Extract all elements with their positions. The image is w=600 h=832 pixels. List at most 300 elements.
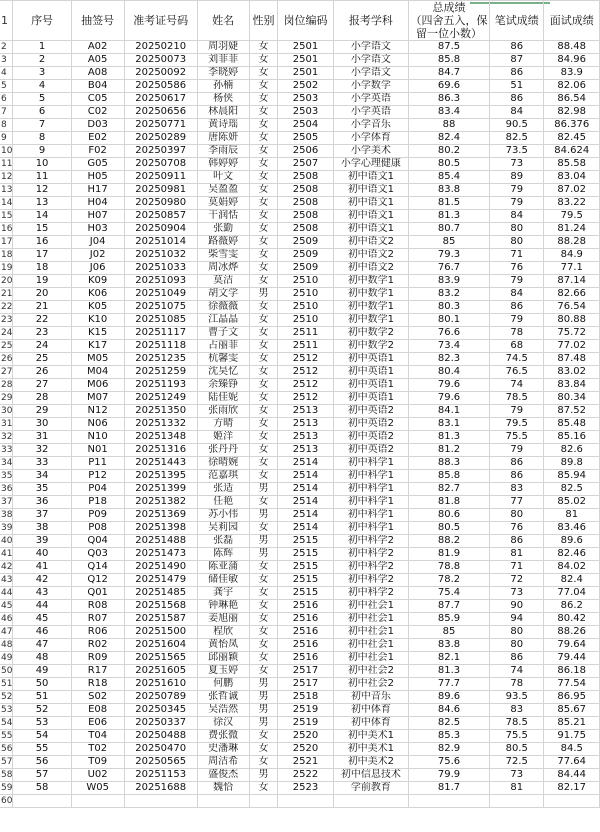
name-cell[interactable]: 储佳敏 [197,574,249,587]
written-score-cell[interactable]: 80 [489,626,544,639]
subject-cell[interactable]: 小学语文 [333,67,408,80]
lot-cell[interactable]: J02 [71,249,124,262]
name-cell[interactable]: 路薇婷 [197,236,249,249]
post-code-cell[interactable]: 2512 [278,392,333,405]
written-score-cell[interactable]: 78 [489,678,544,691]
post-code-cell[interactable]: 2514 [278,509,333,522]
gender-cell[interactable]: 女 [249,41,278,54]
row-number[interactable]: 31 [1,419,13,429]
subject-cell[interactable]: 初中英语1 [333,379,408,392]
seq-cell[interactable]: 7 [13,119,71,132]
ticket-cell[interactable]: 20250656 [124,106,197,119]
subject-cell[interactable]: 初中体育 [333,704,408,717]
seq-cell[interactable]: 56 [13,756,71,769]
interview-score-cell[interactable]: 82.06 [544,80,600,93]
gender-cell[interactable]: 男 [249,678,278,691]
subject-cell[interactable]: 初中美术1 [333,743,408,756]
interview-score-cell[interactable]: 82.66 [544,288,600,301]
post-code-cell[interactable]: 2512 [278,366,333,379]
interview-score-cell[interactable]: 82.6 [544,444,600,457]
total-score-cell[interactable]: 85.8 [409,470,490,483]
interview-score-cell[interactable]: 85.58 [544,158,600,171]
row-number[interactable]: 5 [0,80,13,93]
post-code-cell[interactable]: 2517 [278,678,333,691]
total-score-cell[interactable]: 85 [409,626,490,639]
row-number[interactable]: 55 [1,731,13,741]
post-code-cell[interactable]: 2512 [278,379,333,392]
lot-cell[interactable]: M05 [71,353,124,366]
total-score-cell[interactable]: 86.3 [409,93,490,106]
row-number[interactable]: 51 [1,679,13,689]
ticket-cell[interactable]: 20251235 [124,353,197,366]
post-code-cell[interactable]: 2515 [278,561,333,574]
written-score-cell[interactable]: 82.5 [489,132,544,145]
written-score-cell[interactable]: 73 [489,769,544,782]
lot-cell[interactable]: K09 [71,275,124,288]
row-number[interactable]: 54 [1,718,13,728]
total-score-cell[interactable]: 82.5 [409,717,490,730]
gender-cell[interactable]: 女 [249,496,278,509]
interview-score-cell[interactable]: 86.18 [544,665,600,678]
seq-cell[interactable]: 9 [13,145,71,158]
subject-cell[interactable]: 初中科学1 [333,496,408,509]
interview-score-cell[interactable]: 77.04 [544,587,600,600]
interview-score-cell[interactable]: 77.1 [544,262,600,275]
total-score-cell[interactable]: 82.4 [409,132,490,145]
interview-score-cell[interactable]: 83.46 [544,522,600,535]
row-number[interactable]: 9 [0,132,13,145]
gender-cell[interactable]: 男 [249,769,278,782]
lot-cell[interactable]: H03 [71,223,124,236]
row-number[interactable]: 53 [1,705,13,715]
ticket-cell[interactable]: 20251259 [124,366,197,379]
interview-score-cell[interactable]: 84.9 [544,249,600,262]
written-score-cell[interactable]: 78.5 [489,717,544,730]
ticket-cell[interactable]: 20251485 [124,587,197,600]
interview-score-cell[interactable]: 88.26 [544,626,600,639]
total-score-cell[interactable]: 81.3 [409,665,490,678]
gender-cell[interactable]: 女 [249,587,278,600]
ticket-cell[interactable]: 20250789 [124,691,197,704]
subject-cell[interactable]: 初中科学2 [333,561,408,574]
name-cell[interactable]: 姜旭丽 [197,613,249,626]
interview-score-cell[interactable]: 79.44 [544,652,600,665]
gender-cell[interactable]: 女 [249,392,278,405]
subject-cell[interactable]: 小学美术 [333,145,408,158]
ticket-cell[interactable]: 20250397 [124,145,197,158]
ticket-cell[interactable]: 20251085 [124,314,197,327]
seq-cell[interactable]: 47 [13,639,71,652]
gender-cell[interactable]: 女 [249,132,278,145]
name-cell[interactable]: 孙楠 [197,80,249,93]
total-score-cell[interactable]: 80.1 [409,314,490,327]
post-code-cell[interactable]: 2508 [278,171,333,184]
lot-cell[interactable]: P11 [71,457,124,470]
ticket-cell[interactable]: 20251332 [124,418,197,431]
name-cell[interactable]: 苏小伟 [197,509,249,522]
row-number[interactable]: 38 [1,510,13,520]
row-number[interactable]: 22 [1,302,13,312]
subject-cell[interactable]: 初中语文1 [333,197,408,210]
written-score-cell[interactable]: 73.5 [489,145,544,158]
post-code-cell[interactable]: 2515 [278,574,333,587]
ticket-cell[interactable]: 20251350 [124,405,197,418]
total-score-cell[interactable]: 80.6 [409,509,490,522]
interview-score-cell[interactable]: 77.02 [544,340,600,353]
subject-cell[interactable]: 初中语文2 [333,262,408,275]
row-number[interactable]: 20 [1,276,13,286]
gender-cell[interactable]: 女 [249,652,278,665]
interview-score-cell[interactable]: 84.02 [544,561,600,574]
total-score-cell[interactable]: 88.3 [409,457,490,470]
post-code-cell[interactable]: 2510 [278,275,333,288]
gender-cell[interactable]: 女 [249,80,278,93]
total-score-cell[interactable]: 79.3 [409,249,490,262]
total-score-cell[interactable]: 80.7 [409,223,490,236]
header-cell[interactable]: 抽签号 [71,1,124,41]
subject-cell[interactable]: 初中语文2 [333,236,408,249]
gender-cell[interactable]: 女 [249,366,278,379]
total-score-cell[interactable]: 84.7 [409,67,490,80]
total-score-cell[interactable]: 80.5 [409,522,490,535]
ticket-cell[interactable]: 20251399 [124,483,197,496]
name-cell[interactable]: 陈亚蒲 [197,561,249,574]
post-code-cell[interactable]: 2505 [278,132,333,145]
gender-cell[interactable]: 女 [249,171,278,184]
name-cell[interactable]: 周洁希 [197,756,249,769]
written-score-cell[interactable]: 72 [489,574,544,587]
written-score-cell[interactable]: 84 [489,106,544,119]
subject-cell[interactable]: 初中语文1 [333,223,408,236]
interview-score-cell[interactable]: 84.44 [544,769,600,782]
total-score-cell[interactable]: 82.1 [409,652,490,665]
written-score-cell[interactable]: 83 [489,704,544,717]
written-score-cell[interactable]: 79 [489,184,544,197]
subject-cell[interactable]: 初中科学1 [333,470,408,483]
written-score-cell[interactable]: 84 [489,288,544,301]
seq-cell[interactable]: 26 [13,366,71,379]
gender-cell[interactable]: 女 [249,197,278,210]
seq-cell[interactable]: 45 [13,613,71,626]
lot-cell[interactable]: A05 [71,54,124,67]
subject-cell[interactable]: 初中科学1 [333,483,408,496]
seq-cell[interactable]: 38 [13,522,71,535]
name-cell[interactable]: 吴莉园 [197,522,249,535]
row-number[interactable]: 34 [1,458,13,468]
subject-cell[interactable]: 初中数学1 [333,314,408,327]
ticket-cell[interactable]: 20250981 [124,184,197,197]
lot-cell[interactable]: N01 [71,444,124,457]
ticket-cell[interactable]: 20251587 [124,613,197,626]
row-number[interactable]: 43 [1,575,13,585]
lot-cell[interactable]: Q14 [71,561,124,574]
row-number[interactable]: 44 [1,588,13,598]
subject-cell[interactable]: 初中体育 [333,717,408,730]
row-number[interactable]: 29 [1,393,13,403]
lot-cell[interactable]: R08 [71,600,124,613]
written-score-cell[interactable]: 73 [489,587,544,600]
subject-cell[interactable]: 初中英语2 [333,418,408,431]
ticket-cell[interactable]: 20250771 [124,119,197,132]
name-cell[interactable]: 杭馨雯 [197,353,249,366]
post-code-cell[interactable]: 2513 [278,405,333,418]
ticket-cell[interactable]: 20251565 [124,652,197,665]
subject-cell[interactable]: 初中数学2 [333,340,408,353]
lot-cell[interactable]: N12 [71,405,124,418]
ticket-cell[interactable]: 20250092 [124,67,197,80]
lot-cell[interactable]: Q03 [71,548,124,561]
total-score-cell[interactable]: 75.6 [409,756,490,769]
post-code-cell[interactable]: 2519 [278,717,333,730]
empty-cell[interactable] [489,795,544,808]
gender-cell[interactable]: 男 [249,691,278,704]
total-score-cell[interactable]: 76.7 [409,262,490,275]
post-code-cell[interactable]: 2514 [278,470,333,483]
interview-score-cell[interactable]: 81.24 [544,223,600,236]
written-score-cell[interactable]: 73 [489,158,544,171]
lot-cell[interactable]: P04 [71,483,124,496]
lot-cell[interactable]: Q12 [71,574,124,587]
subject-cell[interactable]: 初中音乐 [333,691,408,704]
empty-cell[interactable] [333,795,408,808]
ticket-cell[interactable]: 20251604 [124,639,197,652]
post-code-cell[interactable]: 2511 [278,340,333,353]
post-code-cell[interactable]: 2518 [278,691,333,704]
interview-score-cell[interactable]: 80.34 [544,392,600,405]
total-score-cell[interactable]: 83.9 [409,275,490,288]
row-number[interactable]: 13 [1,185,13,195]
total-score-cell[interactable]: 78.2 [409,574,490,587]
ticket-cell[interactable]: 20251398 [124,522,197,535]
name-cell[interactable]: 黄诗瑶 [197,119,249,132]
lot-cell[interactable]: K05 [71,301,124,314]
gender-cell[interactable]: 女 [249,730,278,743]
name-cell[interactable]: 李雨辰 [197,145,249,158]
row-number[interactable]: 60 [1,796,13,806]
written-score-cell[interactable]: 79 [489,444,544,457]
lot-cell[interactable]: R18 [71,678,124,691]
post-code-cell[interactable]: 2516 [278,626,333,639]
post-code-cell[interactable]: 2513 [278,431,333,444]
gender-cell[interactable]: 女 [249,275,278,288]
gender-cell[interactable]: 女 [249,106,278,119]
ticket-cell[interactable]: 20251369 [124,509,197,522]
seq-cell[interactable]: 14 [13,210,71,223]
subject-cell[interactable]: 初中科学2 [333,548,408,561]
row-number[interactable]: 45 [1,601,13,611]
written-score-cell[interactable]: 75.5 [489,730,544,743]
name-cell[interactable]: 任艳 [197,496,249,509]
name-cell[interactable]: 黄怡凤 [197,639,249,652]
gender-cell[interactable]: 女 [249,158,278,171]
name-cell[interactable]: 徐晴婉 [197,457,249,470]
row-number[interactable]: 1 [0,1,13,41]
lot-cell[interactable]: T02 [71,743,124,756]
ticket-cell[interactable]: 20250337 [124,717,197,730]
row-number[interactable]: 37 [1,497,13,507]
gender-cell[interactable]: 女 [249,353,278,366]
name-cell[interactable]: 刘菲菲 [197,54,249,67]
lot-cell[interactable]: R09 [71,652,124,665]
lot-cell[interactable]: B04 [71,80,124,93]
row-number[interactable]: 52 [1,692,13,702]
gender-cell[interactable]: 女 [249,327,278,340]
post-code-cell[interactable]: 2510 [278,314,333,327]
post-code-cell[interactable]: 2509 [278,249,333,262]
gender-cell[interactable]: 女 [249,145,278,158]
gender-cell[interactable]: 女 [249,743,278,756]
name-cell[interactable]: 邱丽颖 [197,652,249,665]
seq-cell[interactable]: 18 [13,262,71,275]
ticket-cell[interactable]: 20250470 [124,743,197,756]
interview-score-cell[interactable]: 84.5 [544,743,600,756]
interview-score-cell[interactable]: 85.16 [544,431,600,444]
seq-cell[interactable]: 13 [13,197,71,210]
subject-cell[interactable]: 小学英语 [333,93,408,106]
ticket-cell[interactable]: 20250488 [124,730,197,743]
interview-score-cell[interactable]: 82.46 [544,548,600,561]
post-code-cell[interactable]: 2519 [278,704,333,717]
ticket-cell[interactable]: 20250345 [124,704,197,717]
lot-cell[interactable]: N10 [71,431,124,444]
post-code-cell[interactable]: 2501 [278,67,333,80]
gender-cell[interactable]: 女 [249,301,278,314]
seq-cell[interactable]: 15 [13,223,71,236]
name-cell[interactable]: 叶文 [197,171,249,184]
subject-cell[interactable]: 初中社会1 [333,613,408,626]
seq-cell[interactable]: 57 [13,769,71,782]
interview-score-cell[interactable]: 91.75 [544,730,600,743]
gender-cell[interactable]: 女 [249,184,278,197]
interview-score-cell[interactable]: 87.14 [544,275,600,288]
interview-score-cell[interactable]: 82.17 [544,782,600,795]
interview-score-cell[interactable]: 87.48 [544,353,600,366]
name-cell[interactable]: 徐汉 [197,717,249,730]
total-score-cell[interactable]: 84.1 [409,405,490,418]
seq-cell[interactable]: 34 [13,470,71,483]
total-score-cell[interactable]: 87.5 [409,41,490,54]
row-number[interactable]: 40 [1,536,13,546]
gender-cell[interactable]: 女 [249,639,278,652]
seq-cell[interactable]: 3 [13,67,71,80]
total-score-cell[interactable]: 83.1 [409,418,490,431]
written-score-cell[interactable]: 80 [489,236,544,249]
lot-cell[interactable]: D03 [71,119,124,132]
post-code-cell[interactable]: 2511 [278,327,333,340]
subject-cell[interactable]: 初中社会1 [333,626,408,639]
total-score-cell[interactable]: 84.6 [409,704,490,717]
subject-cell[interactable]: 小学体育 [333,132,408,145]
lot-cell[interactable]: M04 [71,366,124,379]
subject-cell[interactable]: 初中数学1 [333,288,408,301]
seq-cell[interactable]: 25 [13,353,71,366]
row-number[interactable]: 36 [1,484,13,494]
total-score-cell[interactable]: 82.7 [409,483,490,496]
lot-cell[interactable]: R02 [71,639,124,652]
lot-cell[interactable]: C05 [71,93,124,106]
seq-cell[interactable]: 55 [13,743,71,756]
seq-cell[interactable]: 53 [13,717,71,730]
empty-cell[interactable] [71,795,124,808]
row-number[interactable]: 17 [1,237,13,247]
total-score-cell[interactable]: 79.9 [409,769,490,782]
ticket-cell[interactable]: 20251605 [124,665,197,678]
written-score-cell[interactable]: 86 [489,470,544,483]
interview-score-cell[interactable]: 79.64 [544,639,600,652]
total-score-cell[interactable]: 83.4 [409,106,490,119]
lot-cell[interactable]: H04 [71,197,124,210]
lot-cell[interactable]: P12 [71,470,124,483]
gender-cell[interactable]: 女 [249,340,278,353]
seq-cell[interactable]: 29 [13,405,71,418]
seq-cell[interactable]: 32 [13,444,71,457]
row-number[interactable]: 24 [1,328,13,338]
subject-cell[interactable]: 初中语文1 [333,210,408,223]
written-score-cell[interactable]: 74.5 [489,353,544,366]
gender-cell[interactable]: 女 [249,782,278,795]
row-number[interactable]: 48 [1,640,13,650]
ticket-cell[interactable]: 20251382 [124,496,197,509]
written-score-cell[interactable]: 86 [489,67,544,80]
ticket-cell[interactable]: 20251688 [124,782,197,795]
lot-cell[interactable]: E02 [71,132,124,145]
post-code-cell[interactable]: 2508 [278,210,333,223]
post-code-cell[interactable]: 2515 [278,587,333,600]
subject-cell[interactable]: 初中科学2 [333,535,408,548]
post-code-cell[interactable]: 2504 [278,119,333,132]
post-code-cell[interactable]: 2508 [278,223,333,236]
subject-cell[interactable]: 初中数学2 [333,327,408,340]
total-score-cell[interactable]: 88 [409,119,490,132]
seq-cell[interactable]: 23 [13,327,71,340]
interview-score-cell[interactable]: 85.21 [544,717,600,730]
gender-cell[interactable]: 女 [249,665,278,678]
interview-score-cell[interactable]: 84.96 [544,54,600,67]
name-cell[interactable]: 韩婷婷 [197,158,249,171]
ticket-cell[interactable]: 20250904 [124,223,197,236]
lot-cell[interactable]: S02 [71,691,124,704]
interview-score-cell[interactable]: 85.94 [544,470,600,483]
written-score-cell[interactable]: 90 [489,600,544,613]
gender-cell[interactable]: 女 [249,522,278,535]
post-code-cell[interactable]: 2510 [278,301,333,314]
name-cell[interactable]: 魏恰 [197,782,249,795]
written-score-cell[interactable]: 79 [489,314,544,327]
row-number[interactable]: 11 [1,159,13,169]
total-score-cell[interactable]: 83.8 [409,639,490,652]
written-score-cell[interactable]: 72.5 [489,756,544,769]
gender-cell[interactable]: 男 [249,483,278,496]
ticket-cell[interactable]: 20251118 [124,340,197,353]
ticket-cell[interactable]: 20251488 [124,535,197,548]
total-score-cell[interactable]: 83.8 [409,184,490,197]
row-number[interactable]: 14 [1,198,13,208]
row-number[interactable]: 12 [1,172,13,182]
written-score-cell[interactable]: 80 [489,639,544,652]
name-cell[interactable]: 柴雪雯 [197,249,249,262]
total-score-cell[interactable]: 80.2 [409,145,490,158]
header-cell[interactable]: 总成绩 （四舍五入，保留一位小数） [410,1,488,40]
lot-cell[interactable]: P08 [71,522,124,535]
row-number[interactable]: 56 [1,744,13,754]
name-cell[interactable]: 干润恬 [197,210,249,223]
post-code-cell[interactable]: 2516 [278,652,333,665]
seq-cell[interactable]: 30 [13,418,71,431]
ticket-cell[interactable]: 20250073 [124,54,197,67]
row-number[interactable]: 41 [1,549,13,559]
subject-cell[interactable]: 初中数学1 [333,275,408,288]
seq-cell[interactable]: 40 [13,548,71,561]
